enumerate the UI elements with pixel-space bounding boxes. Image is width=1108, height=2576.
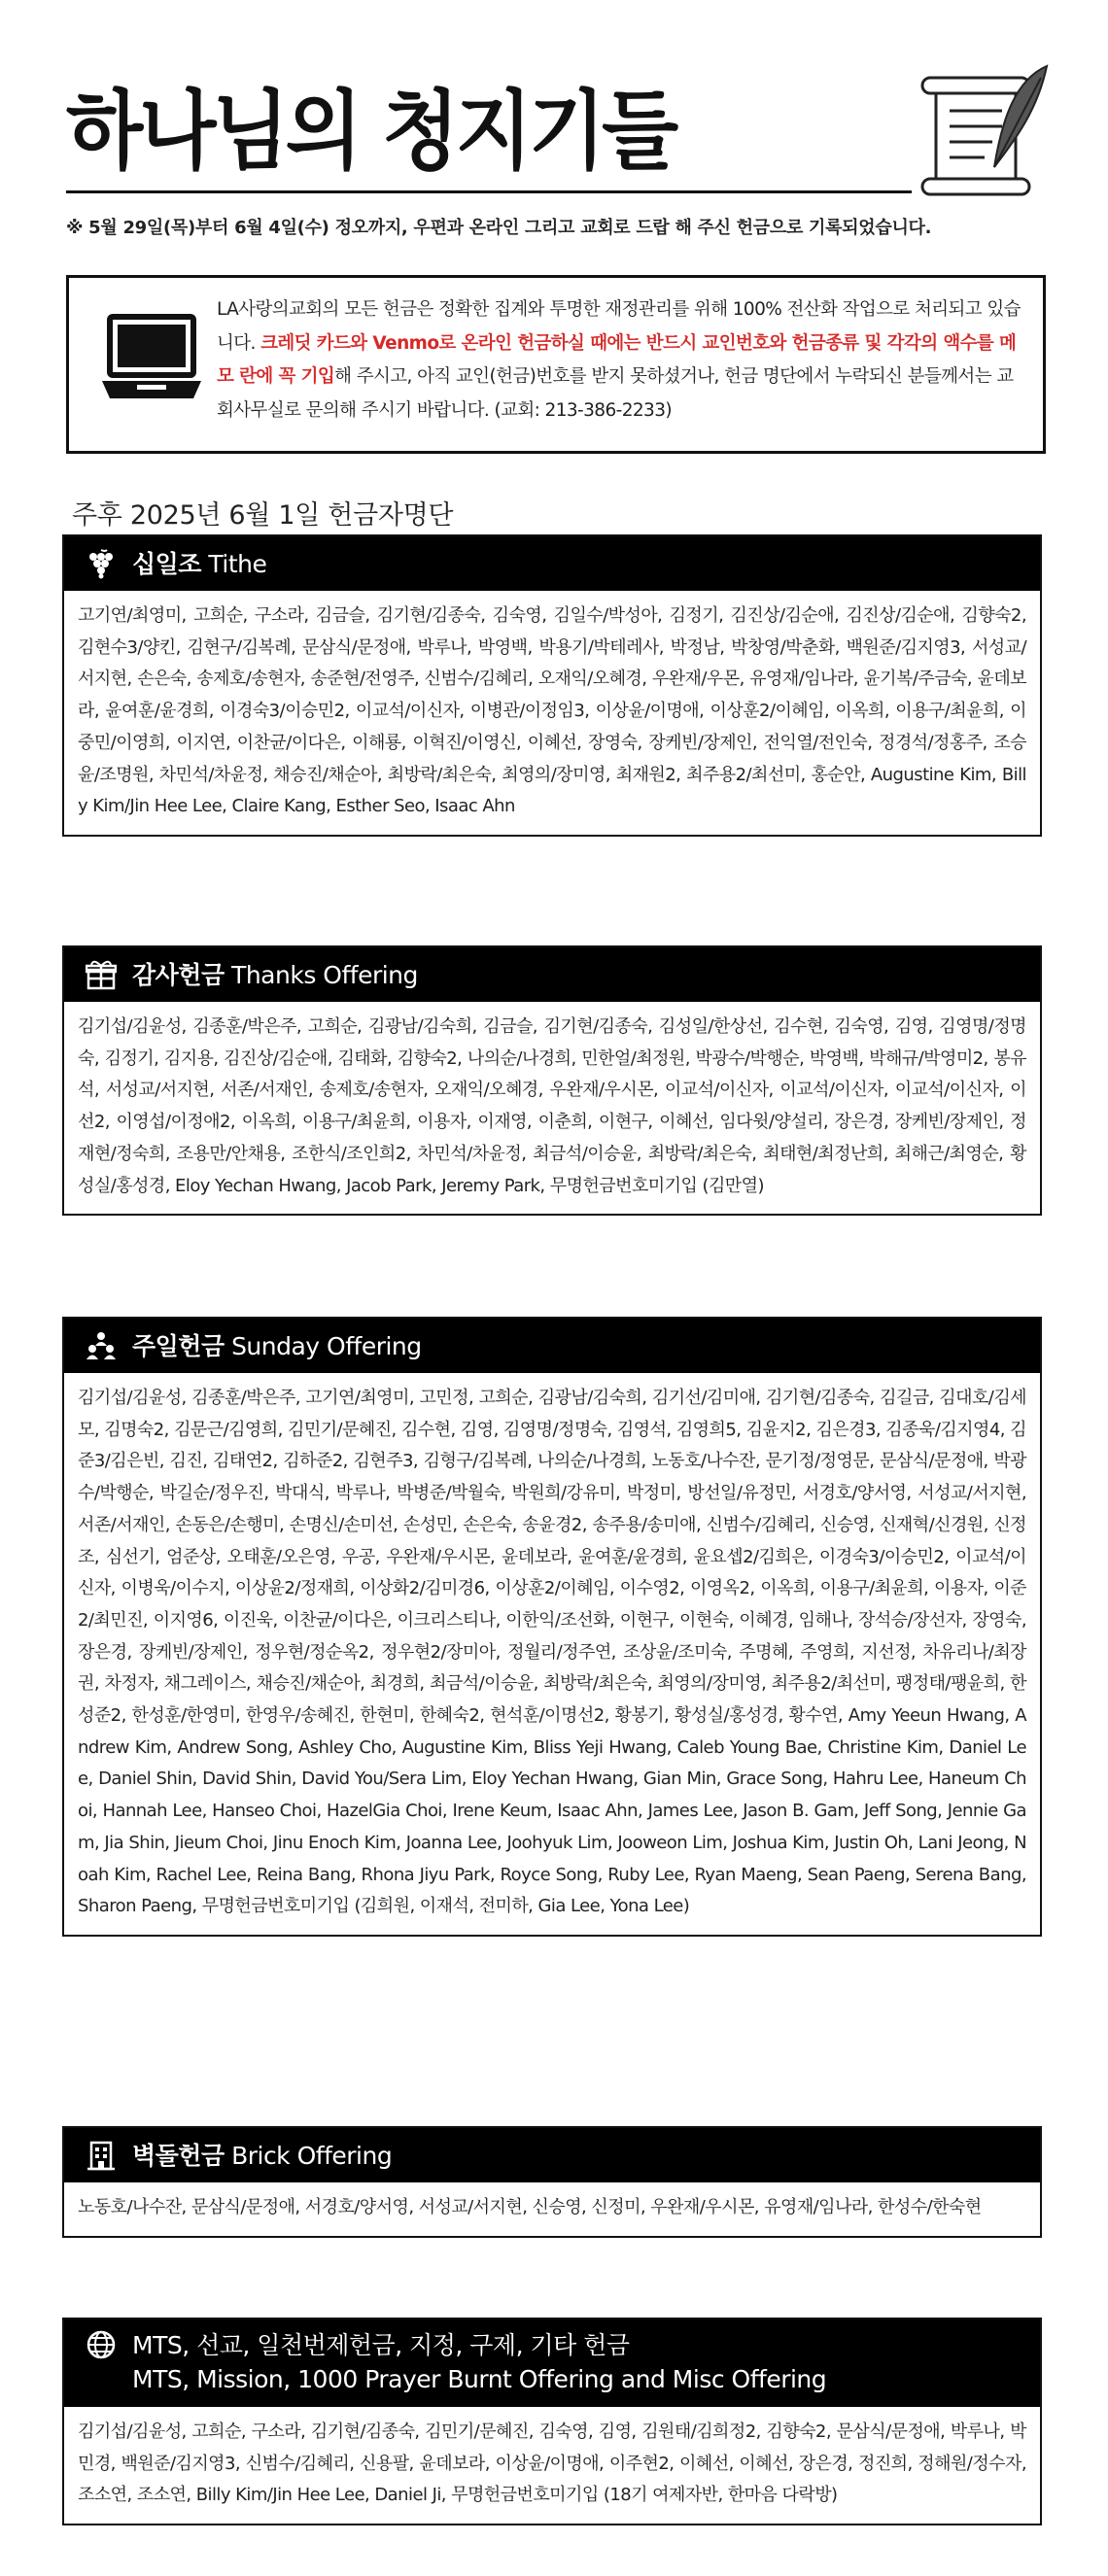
people-icon <box>86 1330 117 1361</box>
section-title-en: Thanks Offering <box>231 960 418 989</box>
section-header <box>64 947 1040 1002</box>
scroll-quill-icon <box>918 58 1055 204</box>
section-tithe <box>62 534 1042 837</box>
computer-icon <box>98 311 205 408</box>
section-brick <box>62 2126 1042 2238</box>
info-text-highlight: 크레딧 카드와 Venmo로 온라인 헌금하실 때에는 반드시 교인번호와 헌금종류 및 각각의 액수를 메모 란에 꼭 기입 <box>217 332 1017 387</box>
info-box <box>66 275 1046 454</box>
section-title-en: Brick Offering <box>231 2141 393 2170</box>
section-names: 고기연/최영미, 고희순, 구소라, 김금슬, 김기현/김종숙, 김숙영, 김일수/박성아, 김정기, 김진상/김순애, 김진상/김순애, 김향숙2, 김현수3/양킨, 김현구/김복례, 문삼식/문정애, 박루나, 박영백, 박용기/박테레사, 박정남, 박창영/박춘화, 백원준/김지영3, 서성교/서지현, 손은숙, 송제호/송현자, 송준현/전영주, 신범수/김혜리, 오재익/오혜경, 우완재/우몬, 유영재/임나라, 윤기복/주금숙, 윤데보라, 윤여훈/윤경희, 이경숙3/이승민2, 이교석/이신자, 이병관/이정임3, 이상윤/이명애, 이상훈2/이혜임, 이옥희, 이용구/최윤희, 이중민/이영희, 이지연, 이찬균/이다은, 이해룡, 이혁진/이영신, 이혜선, 장영숙, 장케빈/장제인, 전익열/전인숙, 정경석/정홍주, 조승윤/조명원, 차민석/차윤정, 채승진/채순아, 최방락/최은숙, 최영의/장미영, 최재원2, 최주용2/최선미, 홍순안, Augustine Kim, Billy Kim/Jin Hee Lee, Claire Kang, Esther Seo, Isaac Ahn <box>78 605 1027 817</box>
section-names: 김기섭/김윤성, 고희순, 구소라, 김기현/김종숙, 김민기/문혜진, 김숙영, 김영, 김원태/김희정2, 김향숙2, 문삼식/문정애, 박루나, 박민경, 백원준/김지영3, 신범수/김혜리, 신용팔, 윤데보라, 이상윤/이명애, 이주현2, 이혜선, 이혜선, 장은경, 정진희, 정해원/정수자, 조소연, 조소연, Billy Kim/Jin Hee Lee, Daniel Ji, 무명헌금번호미기입 (18기 여제자반, 한마음 다락방) <box>78 2421 1026 2506</box>
section-title-en: Sunday Offering <box>231 1331 422 1360</box>
section-title-ko: MTS, 선교, 일천번제헌금, 지정, 구제, 기타 헌금 <box>132 2331 630 2359</box>
grapes-icon <box>86 548 117 579</box>
section-title-ko: 주일헌금 <box>132 1331 225 1360</box>
section-names: 김기섭/김윤성, 김종훈/박은주, 고희순, 김광남/김숙희, 김금슬, 김기현/김종숙, 김성일/한상선, 김수현, 김숙영, 김영, 김영명/정명숙, 김정기, 김지용, 김진상/김순애, 김태화, 김향숙2, 나의순/나경희, 민한얼/최정원, 박광수/박행순, 박영백, 박해규/박영미2, 봉유석, 서성교/서지현, 서존/서재인, 송제호/송현자, 오재익/오혜경, 우완재/우시몬, 이교석/이신자, 이교석/이신자, 이교석/이신자, 이선2, 이영섭/이정애2, 이옥희, 이용구/최윤희, 이용자, 이재영, 이춘희, 이현구, 이혜선, 임다윗/양설리, 장은경, 장케빈/장제인, 정재현/정숙희, 조용만/안채용, 조한식/조인희2, 차민석/차윤정, 최금석/이승윤, 최방락/최은숙, 최태현/최정난희, 최해근/최영순, 황성실/홍성경, Eloy Yechan Hwang, Jacob Park, Jeremy Park, 무명헌금번호미기입 (김만열) <box>78 1016 1027 1196</box>
info-text-plain-1: LA사랑의교회의 모든 헌금은 정확한 집계와 투명한 재정관리를 위해 100% 전산화 작업으로 처리되고 있습니다. <box>217 299 1021 354</box>
page-title: 하나님의 청지기들 <box>66 82 675 183</box>
date-heading: 주후 2025년 6월 1일 헌금자명단 <box>72 500 454 531</box>
building-icon <box>86 2140 117 2171</box>
section-mission <box>62 2318 1042 2525</box>
gift-icon <box>86 959 117 990</box>
section-header <box>64 2128 1040 2182</box>
section-sunday <box>62 1317 1042 1937</box>
section-title-ko: 감사헌금 <box>132 960 225 989</box>
section-title-en: Tithe <box>208 549 267 578</box>
date-range-notice: ※ 5월 29일(목)부터 6월 4일(수) 정오까지, 우편과 온라인 그리고 교회로 드랍 해 주신 헌금으로 기록되었습니다. <box>66 218 932 238</box>
title-underline <box>66 190 912 193</box>
info-text <box>217 293 1028 428</box>
globe-icon <box>86 2329 117 2360</box>
section-thanks <box>62 945 1042 1216</box>
section-title-ko: 벽돌헌금 <box>132 2141 225 2170</box>
section-header <box>64 2319 1040 2407</box>
info-text-plain-2: 해 주시고, 아직 교인(헌금)번호를 받지 못하셨거나, 헌금 명단에서 누락되신 분들께서는 교회사무실로 문의해 주시기 바랍니다. (교회: 213-386-2233) <box>217 366 1014 421</box>
section-header <box>64 536 1040 591</box>
section-title-en: MTS, Mission, 1000 Prayer Burnt Offering and Misc Offering <box>132 2365 827 2393</box>
section-names: 김기섭/김윤성, 김종훈/박은주, 고기연/최영미, 고민정, 고희순, 김광남/김숙희, 김기선/김미애, 김기현/김종숙, 김길금, 김대호/김세모, 김명숙2, 김문근/김영희, 김민기/문혜진, 김수현, 김영, 김영명/정명숙, 김영석, 김영희5, 김윤지2, 김은경3, 김종욱/김지영4, 김준3/김은빈, 김진, 김태연2, 김하준2, 김현주3, 김형구/김복례, 나의순/나경희, 노동호/나수잔, 문기정/정영문, 문삼식/문정애, 박광수/박행순, 박길순/정우진, 박대식, 박루나, 박병준/박월숙, 박원희/강유미, 박정미, 방선일/유정민, 서경호/양서영, 서성교/서지현, 서존/서재인, 손동은/손행미, 손명신/손미선, 손성민, 손은숙, 송윤경2, 송주용/송미애, 신범수/김혜리, 신승영, 신재혁/신경원, 신정조, 심선기, 엄준상, 오태훈/오은영, 우공, 우완재/우시몬, 윤데보라, 윤여훈/윤경희, 윤요셉2/김희은, 이경숙3/이승민2, 이교석/이신자, 이병욱/이수지, 이상윤2/정재희, 이상화2/김미경6, 이상훈2/이혜임, 이수영2, 이영옥2, 이옥희, 이용구/최윤희, 이용자, 이준2/최민진, 이지영6, 이진욱, 이찬균/이다은, 이크리스티나, 이한익/조선화, 이현구, 이현숙, 이혜경, 임해나, 장석승/장선자, 장영숙, 장은경, 장케빈/장제인, 정우현/정순옥2, 정우현2/장미아, 정월리/정주연, 조상윤/조미숙, 주명혜, 주영희, 지선정, 차유리나/최장권, 차정자, 채그레이스, 채승진/채순아, 최경희, 최금석/이승윤, 최방락/최은숙, 최영의/장미영, 최주용2/최선미, 팽정태/팽윤희, 한성준2, 한성훈/한영미, 한영우/송혜진, 한현미, 한혜숙2, 현석훈/이명선2, 황봉기, 황성실/홍성경, 황수연, Amy Yeeun Hwang, Andrew Kim, Andrew Song, Ashley Cho, Augustine Kim, Bliss Yeji Hwang, Caleb Young Bae, Christine Kim, Daniel Lee, Daniel Shin, David Shin, David You/Sera Lim, Eloy Yechan Hwang, Gian Min, Grace Song, Hahru Lee, Haneum Choi, Hannah Lee, Hanseo Choi, HazelGia Choi, Irene Keum, Isaac Ahn, James Lee, Jason B. Gam, Jeff Song, Jennie Gam, Jia Shin, Jieum Choi, Jinu Enoch Kim, Joanna Lee, Joohyuk Lim, Jooweon Lim, Joshua Kim, Justin Oh, Lani Jeong, Noah Kim, Rachel Lee, Reina Bang, Rhona Jiyu Park, Royce Song, Ruby Lee, Ryan Maeng, Sean Paeng, Serena Bang, Sharon Paeng, 무명헌금번호미기입 (김희원, 이재석, 전미하, Gia Lee, Yona Lee) <box>78 1388 1026 1917</box>
section-header <box>64 1319 1040 1373</box>
section-names: 노동호/나수잔, 문삼식/문정애, 서경호/양서영, 서성교/서지현, 신승영, 신정미, 우완재/우시몬, 유영재/임나라, 한성수/한숙현 <box>78 2197 982 2217</box>
section-title-ko: 십일조 <box>132 549 201 578</box>
